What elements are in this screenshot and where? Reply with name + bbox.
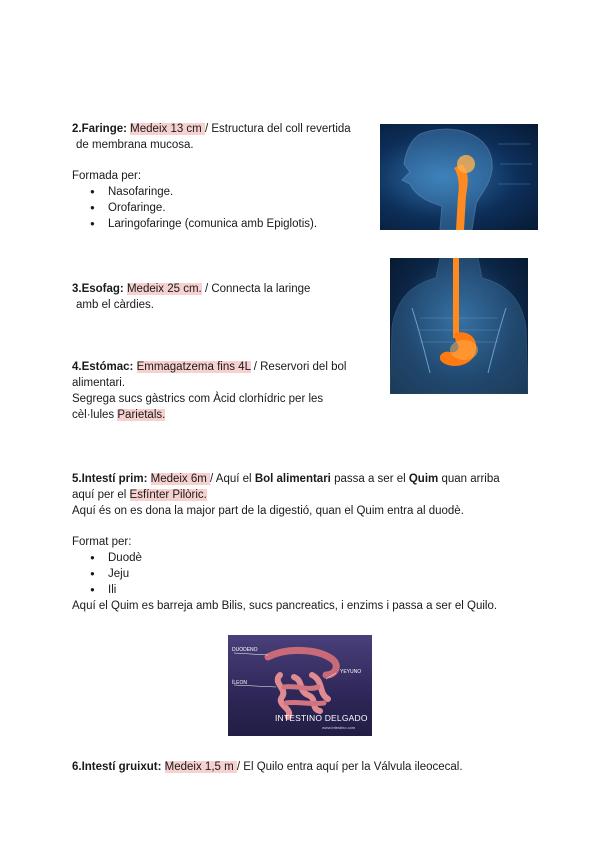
faringe-title: 2.Faringe:	[72, 123, 127, 135]
estomac-parietals: Parietals.	[117, 409, 166, 421]
list-item: ● Duodè	[72, 550, 542, 566]
intesti-prim-text4: aquí per el	[72, 489, 130, 501]
stomach-image	[390, 258, 528, 394]
section-intesti-prim	[72, 471, 542, 614]
intesti-gruixut-line1	[72, 759, 542, 775]
intesti-prim-formed-by: Format per:	[72, 536, 132, 548]
section-esofag	[72, 281, 372, 313]
intestine-image	[228, 635, 372, 736]
esfinter-piloric: Esfínter Pilòric.	[129, 489, 207, 501]
intestine-label-duodeno: DUODENO	[232, 647, 258, 653]
list-item: ● Orofaringe.	[72, 200, 372, 216]
intesti-prim-measure: Medeix 6m	[150, 473, 211, 485]
esofag-desc1: / Connecta la laringe	[201, 283, 311, 295]
estomac-desc4a: cèl·lules	[72, 409, 118, 421]
intesti-prim-text5: Aquí és on es dona la major part de la digestió, quan el Quim entra al duodè.	[72, 505, 464, 517]
intesti-prim-list	[72, 550, 542, 598]
faringe-desc1: / Estructura del coll revertida	[204, 123, 351, 135]
faringe-formed-by: Formada per:	[72, 170, 142, 182]
estomac-desc3: Segrega sucs gàstrics com Àcid clorhídric per les	[72, 393, 324, 405]
intesti-prim-line1	[72, 471, 542, 487]
stomach-illustration	[390, 258, 528, 394]
intesti-prim-text2: passa a ser el	[330, 473, 409, 485]
pharynx-illustration	[380, 124, 538, 230]
intestine-label-ileon: ÍLEON	[232, 680, 248, 686]
intestine-label-yeyuno: YEYUNO	[340, 669, 362, 675]
faringe-desc2: de membrana mucosa.	[76, 139, 194, 151]
esofag-desc2: amb el càrdies.	[76, 299, 154, 311]
list-item: ● Ili	[72, 582, 542, 598]
quim: Quim	[408, 473, 439, 485]
intesti-prim-title: 5.Intestí prim:	[72, 473, 148, 485]
esofag-measure: Medeix 25 cm.	[126, 283, 202, 295]
estomac-desc2: alimentari.	[72, 377, 126, 389]
intestine-credit: www.intestino.com	[322, 725, 356, 730]
estomac-desc4	[72, 407, 372, 423]
estomac-desc1: / Reservori del bol	[250, 361, 347, 373]
faringe-list	[72, 184, 372, 232]
list-item: ● Jeju	[72, 566, 542, 582]
intestine-caption: INTESTINO DELGADO	[275, 713, 368, 723]
faringe-line1	[72, 121, 372, 137]
section-estomac	[72, 359, 372, 423]
intesti-prim-line2	[72, 487, 542, 503]
intesti-gruixut-measure: Medeix 1,5 m	[164, 761, 237, 773]
list-item: ● Laringofaringe (comunica amb Epiglotis).	[72, 216, 372, 232]
estomac-measure: Emmagatzema fins 4L	[136, 361, 251, 373]
bol-alimentari: Bol alimentari	[254, 473, 331, 485]
intesti-prim-text6: Aquí el Quim es barreja amb Bilis, sucs pancreatics, i enzims i passa a ser el Quilo.	[72, 600, 498, 612]
intesti-prim-text3: quan arriba	[438, 473, 500, 485]
intesti-gruixut-desc1: / El Quilo entra aquí per la Válvula ileocecal.	[236, 761, 463, 773]
esofag-line1	[72, 281, 372, 297]
estomac-line1	[72, 359, 372, 375]
estomac-title: 4.Estómac:	[72, 361, 134, 373]
esofag-title: 3.Esofag:	[72, 283, 124, 295]
pharynx-image	[380, 124, 538, 230]
section-intesti-gruixut	[72, 759, 542, 775]
section-faringe	[72, 121, 372, 232]
faringe-measure: Medeix 13 cm	[130, 123, 205, 135]
intesti-prim-text1: / Aquí el	[210, 473, 255, 485]
intesti-gruixut-title: 6.Intestí gruixut:	[72, 761, 162, 773]
list-item: ● Nasofaringe.	[72, 184, 372, 200]
